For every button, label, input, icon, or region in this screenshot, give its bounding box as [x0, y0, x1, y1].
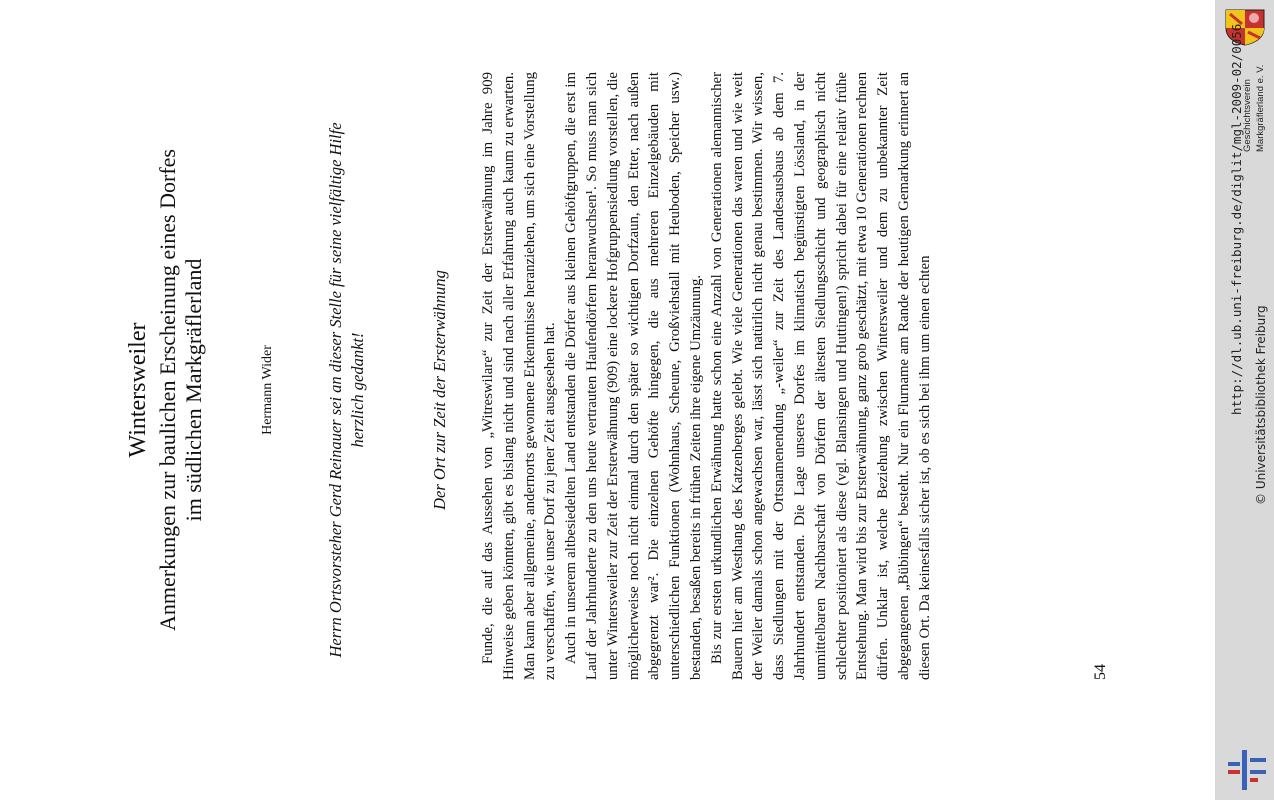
article-subtitle-line2: im südlichen Markgräflerland	[181, 258, 206, 522]
paragraph: Funde, die auf das Aussehen von „Witreswilare“ zur Zeit der Ersterwähnung im Jahre 909 Hinweise geben könnten, gibt es bislang nicht und sind nach aller Erfahrung auch kaum zu erwarten. Man kann aber allgemeine, andernorts gewonnene Erkenntnisse heranziehen, um sich eine Vorstellung zu verschaffen, wie unser Dorf zu jener Zeit ausgesehen hat.	[480, 72, 559, 680]
paragraph: Auch in unserem altbesiedelten Land entstanden die Dörfer aus kleinen Gehöftgruppen, die erst im Lauf der Jahrhunderte zu den uns heute vertrauten Haufendörfern heranwuchsen¹. So muss man sich unter Wintersweiler zur Zeit der Ersterwähnung (909) eine lockere Hofgruppensiedlung vorstellen, die möglicherweise noch nicht einmal durch den später so wichtigen Dorfzaun, den Etter, nach außen abgegrenzt war². Die einzelnen Gehöfte hingegen, die aus mehreren Einzelgebäuden mit unterschiedlichen Funktionen (Wohnhaus, Scheune, Großviehstall mit Heuboden, Speicher usw.) bestanden, besaßen bereits in frühen Zeiten ihre eigene Umzäunung.	[563, 72, 704, 680]
body-text	[478, 72, 936, 680]
page-number: 54	[1092, 664, 1109, 680]
article-author: Hermann Wider	[260, 345, 275, 435]
section-heading: Der Ort zur Zeit der Ersterwähnung	[430, 270, 449, 510]
article-title: Wintersweiler	[125, 322, 151, 458]
article-subtitle-line1: Anmerkungen zur baulichen Erscheinung eines Dorfes	[155, 149, 180, 632]
dedication: Herrn Ortsvorsteher Gerd Reinauer sei an dieser Stelle für seine vielfältige Hilfe herzlich gedankt!	[326, 122, 367, 658]
library-logo-icon	[1226, 748, 1268, 792]
paragraph: Bis zur ersten urkundlichen Erwähnung hatte schon eine Anzahl von Generationen alemannischer Bauern hier am Westhang des Katzenberges gelebt. Wie viele Generationen das waren und wie weit der Weiler damals schon angewachsen war, lässt sich natürlich nicht genau bestimmen. Wir wissen, dass Siedlungen mit der Ortsnamenendung „-weiler“ zur Zeit des Landesausbaus ab dem 7. Jahrhundert entstanden. Die Lage unseres Dorfes im klimatisch begünstigten Lössland, in der unmittelbaren Nachbarschaft von Dörfern der ältesten Siedlungsschicht und geographisch nicht schlechter positioniert als diese (vgl. Blansingen und Huttingen!) spricht dabei für eine relativ frühe Entstehung. Man wird bis zur Ersterwähnung, ganz grob geschätzt, mit etwa 10 Generationen rechnen dürfen. Unklar ist, welche Beziehung zwischen Wintersweiler und dem zu unbekannter Zeit abgegangenen „Bübingen“ besteht. Nur ein Flurname am Rande der heutigen Gemarkung erinnert an diesen Ort. Da keinesfalls sicher ist, ob es sich bei ihm um einen echten	[708, 72, 933, 680]
